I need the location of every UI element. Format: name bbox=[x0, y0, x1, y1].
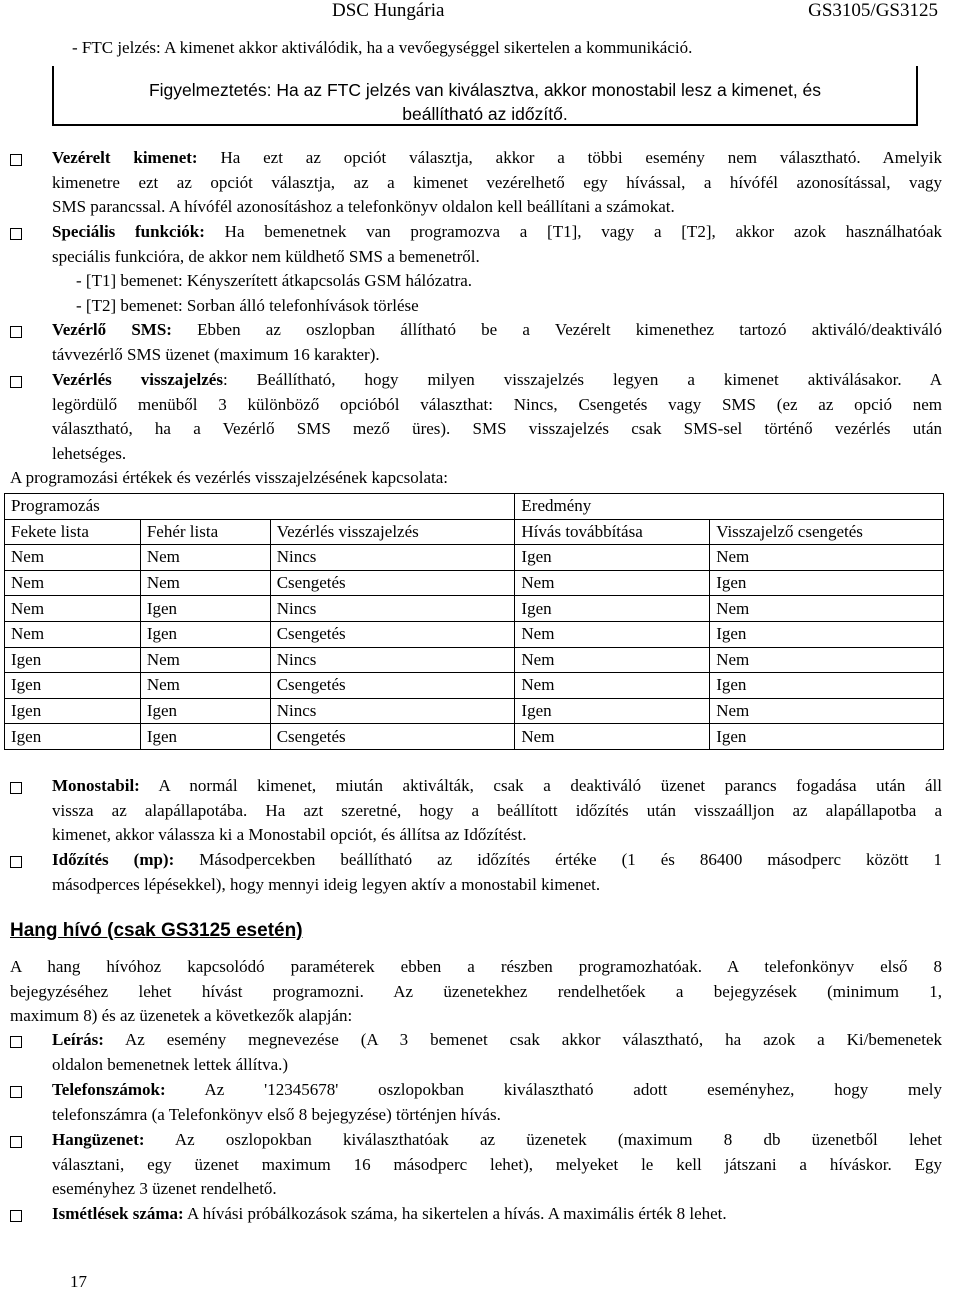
table-cell: Igen bbox=[140, 621, 270, 647]
checkbox-bullet-icon bbox=[10, 1036, 22, 1048]
text-line: A hang hívóhoz kapcsolódó paraméterek ebben a részben programozhatóak. A telefonkönyv első 8 bbox=[10, 957, 942, 976]
text-line: Ha bemenetnek van programozva a [T1], vagy a [T2], akkor azok használhatóak bbox=[224, 222, 942, 241]
table-cell: Igen bbox=[5, 724, 141, 750]
table-row bbox=[5, 724, 944, 750]
table-cell: Nem bbox=[710, 698, 944, 724]
term-specialis: Speciális funkciók: bbox=[52, 222, 205, 241]
checkbox-bullet-icon bbox=[10, 856, 22, 868]
column-header: Fehér lista bbox=[140, 519, 270, 545]
table-cell: Igen bbox=[140, 698, 270, 724]
checkbox-bullet-icon bbox=[10, 1086, 22, 1098]
table-cell: Igen bbox=[140, 724, 270, 750]
table-cell: Csengetés bbox=[270, 724, 515, 750]
text-line: Ha ezt az opciót választja, akkor a többi esemény nem választható. Amelyik bbox=[220, 148, 943, 167]
table-cell: Nem bbox=[140, 570, 270, 596]
bullet-vezerelt bbox=[52, 146, 942, 220]
text-line: eseményhez 3 üzenet rendelhető. bbox=[52, 1179, 277, 1198]
table-row bbox=[5, 596, 944, 622]
bullet-ismetlesek bbox=[52, 1202, 942, 1227]
text-line: lehetséges. bbox=[52, 443, 127, 463]
table-header-row bbox=[5, 519, 944, 545]
table-cell: Igen bbox=[5, 698, 141, 724]
table-cell: Nincs bbox=[270, 596, 515, 622]
table-cell: Igen bbox=[710, 621, 944, 647]
term-telefonszamok: Telefonszámok: bbox=[52, 1080, 166, 1099]
page-number: 17 bbox=[70, 1272, 87, 1291]
bullet-telefonszamok bbox=[52, 1078, 942, 1127]
term-idozites: Időzítés (mp): bbox=[52, 850, 175, 869]
table-cell: Nincs bbox=[270, 698, 515, 724]
checkbox-bullet-icon bbox=[10, 326, 22, 338]
group-header-programozas: Programozás bbox=[5, 494, 515, 520]
table-caption: A programozási értékek és vezérlés visszajelzésének kapcsolata: bbox=[10, 468, 449, 487]
table-cell: Csengetés bbox=[270, 570, 515, 596]
text-line: Az oszlopokban kiválaszthatóak az üzenetek (maximum 8 db üzenetből lehet bbox=[174, 1130, 942, 1149]
table-cell: Nem bbox=[5, 596, 141, 622]
checkbox-bullet-icon bbox=[10, 1210, 22, 1222]
table-cell: Nem bbox=[710, 545, 944, 571]
table-cell: Csengetés bbox=[270, 673, 515, 699]
table-cell: Nem bbox=[140, 545, 270, 571]
text-line: : Beállítható, hogy milyen visszajelzés legyen a kimenet aktiválásakor. A bbox=[222, 370, 942, 389]
text-line: kimenet, akkor válassza ki a Monostabil opciót, és állítsa az Időzítést. bbox=[52, 825, 527, 844]
bullet-leiras bbox=[52, 1028, 942, 1077]
checkbox-bullet-icon bbox=[10, 1136, 22, 1148]
checkbox-bullet-icon bbox=[10, 376, 22, 388]
table-cell: Igen bbox=[515, 596, 710, 622]
warning-line-2: beállítható az időzítő. bbox=[402, 104, 568, 124]
table-cell: Igen bbox=[140, 596, 270, 622]
warning-box bbox=[52, 66, 918, 126]
text-line: speciális funkcióra, de akkor nem küldhető SMS a bemenetről. bbox=[52, 246, 480, 266]
term-leiras: Leírás: bbox=[52, 1030, 104, 1049]
text-line: A normál kimenet, miután aktiválták, csak a deaktiváló üzenet parancs fogadása után áll bbox=[158, 776, 943, 795]
text-line: A hívási próbálkozások száma, ha sikertelen a hívás. A maximális érték 8 lehet. bbox=[187, 1204, 727, 1223]
table-cell: Nem bbox=[515, 570, 710, 596]
column-header: Hívás továbbítása bbox=[515, 519, 710, 545]
text-line: Az esemény megnevezése (A 3 bemenet csak akkor választható, ha azok a Ki/bemenetek bbox=[124, 1030, 943, 1049]
text-line: bejegyzéséhez lehet hívást programozni. Az üzenetekhez rendelhetőek a bejegyzések (minimum 1, bbox=[10, 981, 942, 1001]
intro-paragraph bbox=[10, 955, 942, 1029]
term-monostabil: Monostabil: bbox=[52, 776, 140, 795]
text-line: oldalon bemenetnek lettek állítva.) bbox=[52, 1054, 289, 1074]
bullet-hanguzenet bbox=[52, 1128, 942, 1202]
table-cell: Csengetés bbox=[270, 621, 515, 647]
table-row bbox=[5, 570, 944, 596]
checkbox-bullet-icon bbox=[10, 782, 22, 794]
text-line: Másodpercekben beállítható az időzítés értéke (1 és 86400 másodperc között 1 bbox=[199, 850, 943, 869]
text-line: kimenetre ezt az opciót választja, az a kimenet vezérelhető egy hívással, a hívófél azonosítással, vagy bbox=[52, 172, 942, 192]
table-row bbox=[5, 673, 944, 699]
header-left: DSC Hungária bbox=[332, 0, 445, 21]
column-header: Fekete lista bbox=[5, 519, 141, 545]
text-line: - [T1] bemenet: Kényszerített átkapcsolás GSM hálózatra. bbox=[76, 271, 473, 290]
text-line: választható, ha a Vezérlő SMS mező üres). SMS visszajelzés csak SMS-sel történő vezérlés után bbox=[52, 419, 942, 438]
bullet-vezerlo-sms bbox=[52, 318, 942, 367]
column-header: Vezérlés visszajelzés bbox=[270, 519, 515, 545]
text-line: másodperces lépésekkel), hogy mennyi ideig legyen aktív a monostabil kimenet. bbox=[52, 874, 601, 894]
table-row bbox=[5, 647, 944, 673]
ftc-line: - FTC jelzés: A kimenet akkor aktiválódik, ha a vevőegységgel sikertelen a kommunikáció. bbox=[72, 38, 693, 57]
text-line: telefonszámra (a Telefonkönyv első 8 bejegyzése) történjen hívás. bbox=[52, 1104, 501, 1124]
table-row bbox=[5, 545, 944, 571]
table-cell: Igen bbox=[515, 545, 710, 571]
table-cell: Nem bbox=[515, 621, 710, 647]
bullet-idozites bbox=[52, 848, 942, 897]
table-cell: Nincs bbox=[270, 545, 515, 571]
text-line: legördülő menüből 3 különböző opcióból választhat: Nincs, Csengetés vagy SMS (ez az opció nem bbox=[52, 394, 942, 414]
table-cell: Nem bbox=[5, 621, 141, 647]
header-right: GS3105/GS3125 bbox=[808, 0, 938, 21]
text-line: maximum 8) és az üzenetek a következők alapján: bbox=[10, 1006, 353, 1025]
bullet-specialis bbox=[52, 220, 942, 318]
section-title: Hang hívó (csak GS3125 esetén) bbox=[10, 920, 303, 941]
column-header: Visszajelző csengetés bbox=[710, 519, 944, 545]
table-cell: Igen bbox=[515, 698, 710, 724]
table-cell: Nem bbox=[515, 647, 710, 673]
term-ismetlesek: Ismétlések száma: bbox=[52, 1204, 184, 1223]
programming-table bbox=[4, 493, 944, 750]
table-cell: Igen bbox=[710, 673, 944, 699]
table-group-header-row bbox=[5, 494, 944, 520]
checkbox-bullet-icon bbox=[10, 154, 22, 166]
table-cell: Igen bbox=[5, 647, 141, 673]
table-cell: Nem bbox=[140, 673, 270, 699]
term-vezerelt: Vezérelt kimenet: bbox=[52, 148, 198, 167]
table-cell: Nem bbox=[710, 596, 944, 622]
term-visszajelzes: Vezérlés visszajelzés bbox=[52, 370, 223, 389]
table-cell: Igen bbox=[5, 673, 141, 699]
group-header-eredmeny: Eredmény bbox=[515, 494, 944, 520]
table-cell: Igen bbox=[710, 570, 944, 596]
checkbox-bullet-icon bbox=[10, 228, 22, 240]
term-hanguzenet: Hangüzenet: bbox=[52, 1130, 145, 1149]
table-cell: Nem bbox=[515, 724, 710, 750]
table-row bbox=[5, 698, 944, 724]
table-cell: Nem bbox=[5, 570, 141, 596]
warning-line-1: Figyelmeztetés: Ha az FTC jelzés van kiválasztva, akkor monostabil lesz a kimenet, és bbox=[148, 80, 822, 100]
text-line: vissza az alapállapotába. Ha azt szeretné, hogy a beállított időzítés után visszaálljon az alapállapotba a bbox=[52, 800, 942, 820]
text-line: választani, egy üzenet maximum 16 másodperc lehet), melyeket le kell játszani a híváskor. Egy bbox=[52, 1154, 942, 1174]
text-line: - [T2] bemenet: Sorban álló telefonhívások törlése bbox=[76, 295, 419, 315]
text-line: SMS parancssal. A hívófél azonosításhoz a telefonkönyv oldalon kell beállítani a számokat. bbox=[52, 197, 675, 216]
term-vezerlo-sms: Vezérlő SMS: bbox=[52, 320, 172, 339]
table-cell: Nem bbox=[140, 647, 270, 673]
bullet-monostabil bbox=[52, 774, 942, 848]
text-line: távvezérlő SMS üzenet (maximum 16 karakter). bbox=[52, 344, 380, 364]
table-cell: Nem bbox=[710, 647, 944, 673]
table-row bbox=[5, 621, 944, 647]
table-cell: Nincs bbox=[270, 647, 515, 673]
table-cell: Nem bbox=[515, 673, 710, 699]
text-line: Ebben az oszlopban állítható be a Vezérelt kimenethez tartozó aktiváló/deaktiváló bbox=[197, 320, 942, 339]
table-cell: Igen bbox=[710, 724, 944, 750]
table-cell: Nem bbox=[5, 545, 141, 571]
bullet-visszajelzes bbox=[52, 368, 942, 466]
text-line: Az '12345678' oszlopokban kiválasztható adott eseményhez, hogy mely bbox=[204, 1080, 943, 1099]
